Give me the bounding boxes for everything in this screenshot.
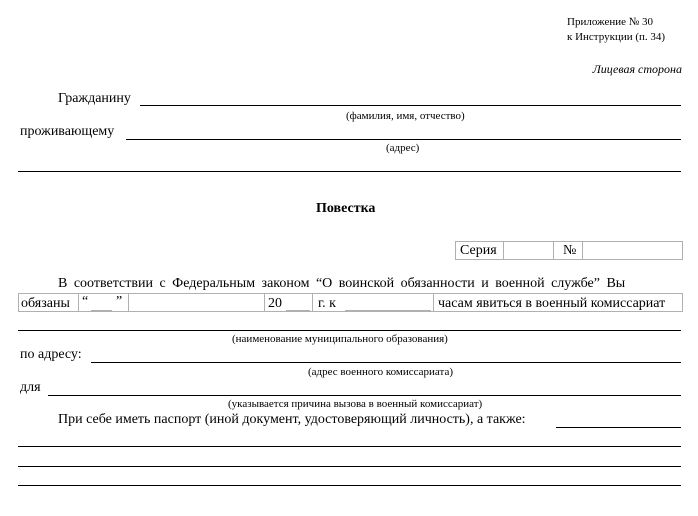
appendix-number: Приложение № 30 — [567, 16, 654, 28]
additional-items-line-4[interactable] — [18, 485, 681, 486]
date-row-divider-4 — [312, 293, 313, 312]
for-label: для — [20, 380, 41, 395]
year-prefix: 20 — [268, 296, 282, 311]
number-divider-2 — [582, 241, 583, 260]
series-divider — [503, 241, 504, 260]
residing-label: проживающему — [20, 124, 115, 139]
law-reference-text: В соответствии с Федеральным законом “О воинской обязанности и военной службе” Вы — [58, 276, 626, 291]
citizen-name-caption: (фамилия, имя, отчество) — [346, 110, 465, 122]
date-row-divider-5 — [433, 293, 434, 312]
address-line-2[interactable] — [18, 171, 681, 172]
side-label: Лицевая сторона — [592, 62, 682, 76]
additional-items-line-1[interactable] — [556, 427, 681, 428]
year-suffix: г. к — [318, 296, 336, 311]
month-field[interactable] — [131, 294, 263, 311]
reason-line[interactable] — [48, 395, 681, 396]
year-field[interactable] — [286, 310, 310, 311]
additional-items-line-2[interactable] — [18, 446, 681, 447]
commissariat-address-line[interactable] — [91, 362, 681, 363]
additional-items-line-3[interactable] — [18, 466, 681, 467]
hour-field[interactable] — [345, 310, 431, 311]
number-field[interactable] — [584, 242, 682, 259]
passport-text: При себе иметь паспорт (иной документ, удостоверяющий личность), а также: — [58, 412, 526, 427]
citizen-label: Гражданину — [58, 91, 131, 106]
appear-at-commissariat-text: часам явиться в военный комиссариат — [438, 296, 666, 311]
address-caption: (адрес) — [386, 142, 420, 154]
series-field[interactable] — [505, 242, 552, 259]
series-label: Серия — [460, 243, 497, 258]
residing-address-line[interactable] — [126, 139, 681, 140]
appendix-instruction-ref: к Инструкции (п. 34) — [567, 31, 666, 43]
day-field[interactable] — [91, 310, 112, 311]
number-label: № — [563, 243, 577, 258]
date-row-divider-2 — [128, 293, 129, 312]
open-quote: “ — [82, 294, 89, 309]
date-row-divider-1 — [78, 293, 79, 312]
page-title: Повестка — [316, 201, 376, 216]
municipality-caption: (наименование муниципального образования) — [232, 333, 448, 345]
commissariat-address-caption: (адрес военного комиссариата) — [308, 366, 454, 378]
reason-caption: (указывается причина вызова в военный комиссариат) — [228, 398, 483, 410]
municipality-line[interactable] — [18, 330, 681, 331]
citizen-name-line[interactable] — [140, 105, 681, 106]
date-row-divider-3 — [264, 293, 265, 312]
close-quote: ” — [116, 294, 123, 309]
obliged-label: обязаны — [21, 296, 70, 311]
number-divider — [553, 241, 554, 260]
address-label: по адресу: — [20, 347, 82, 362]
